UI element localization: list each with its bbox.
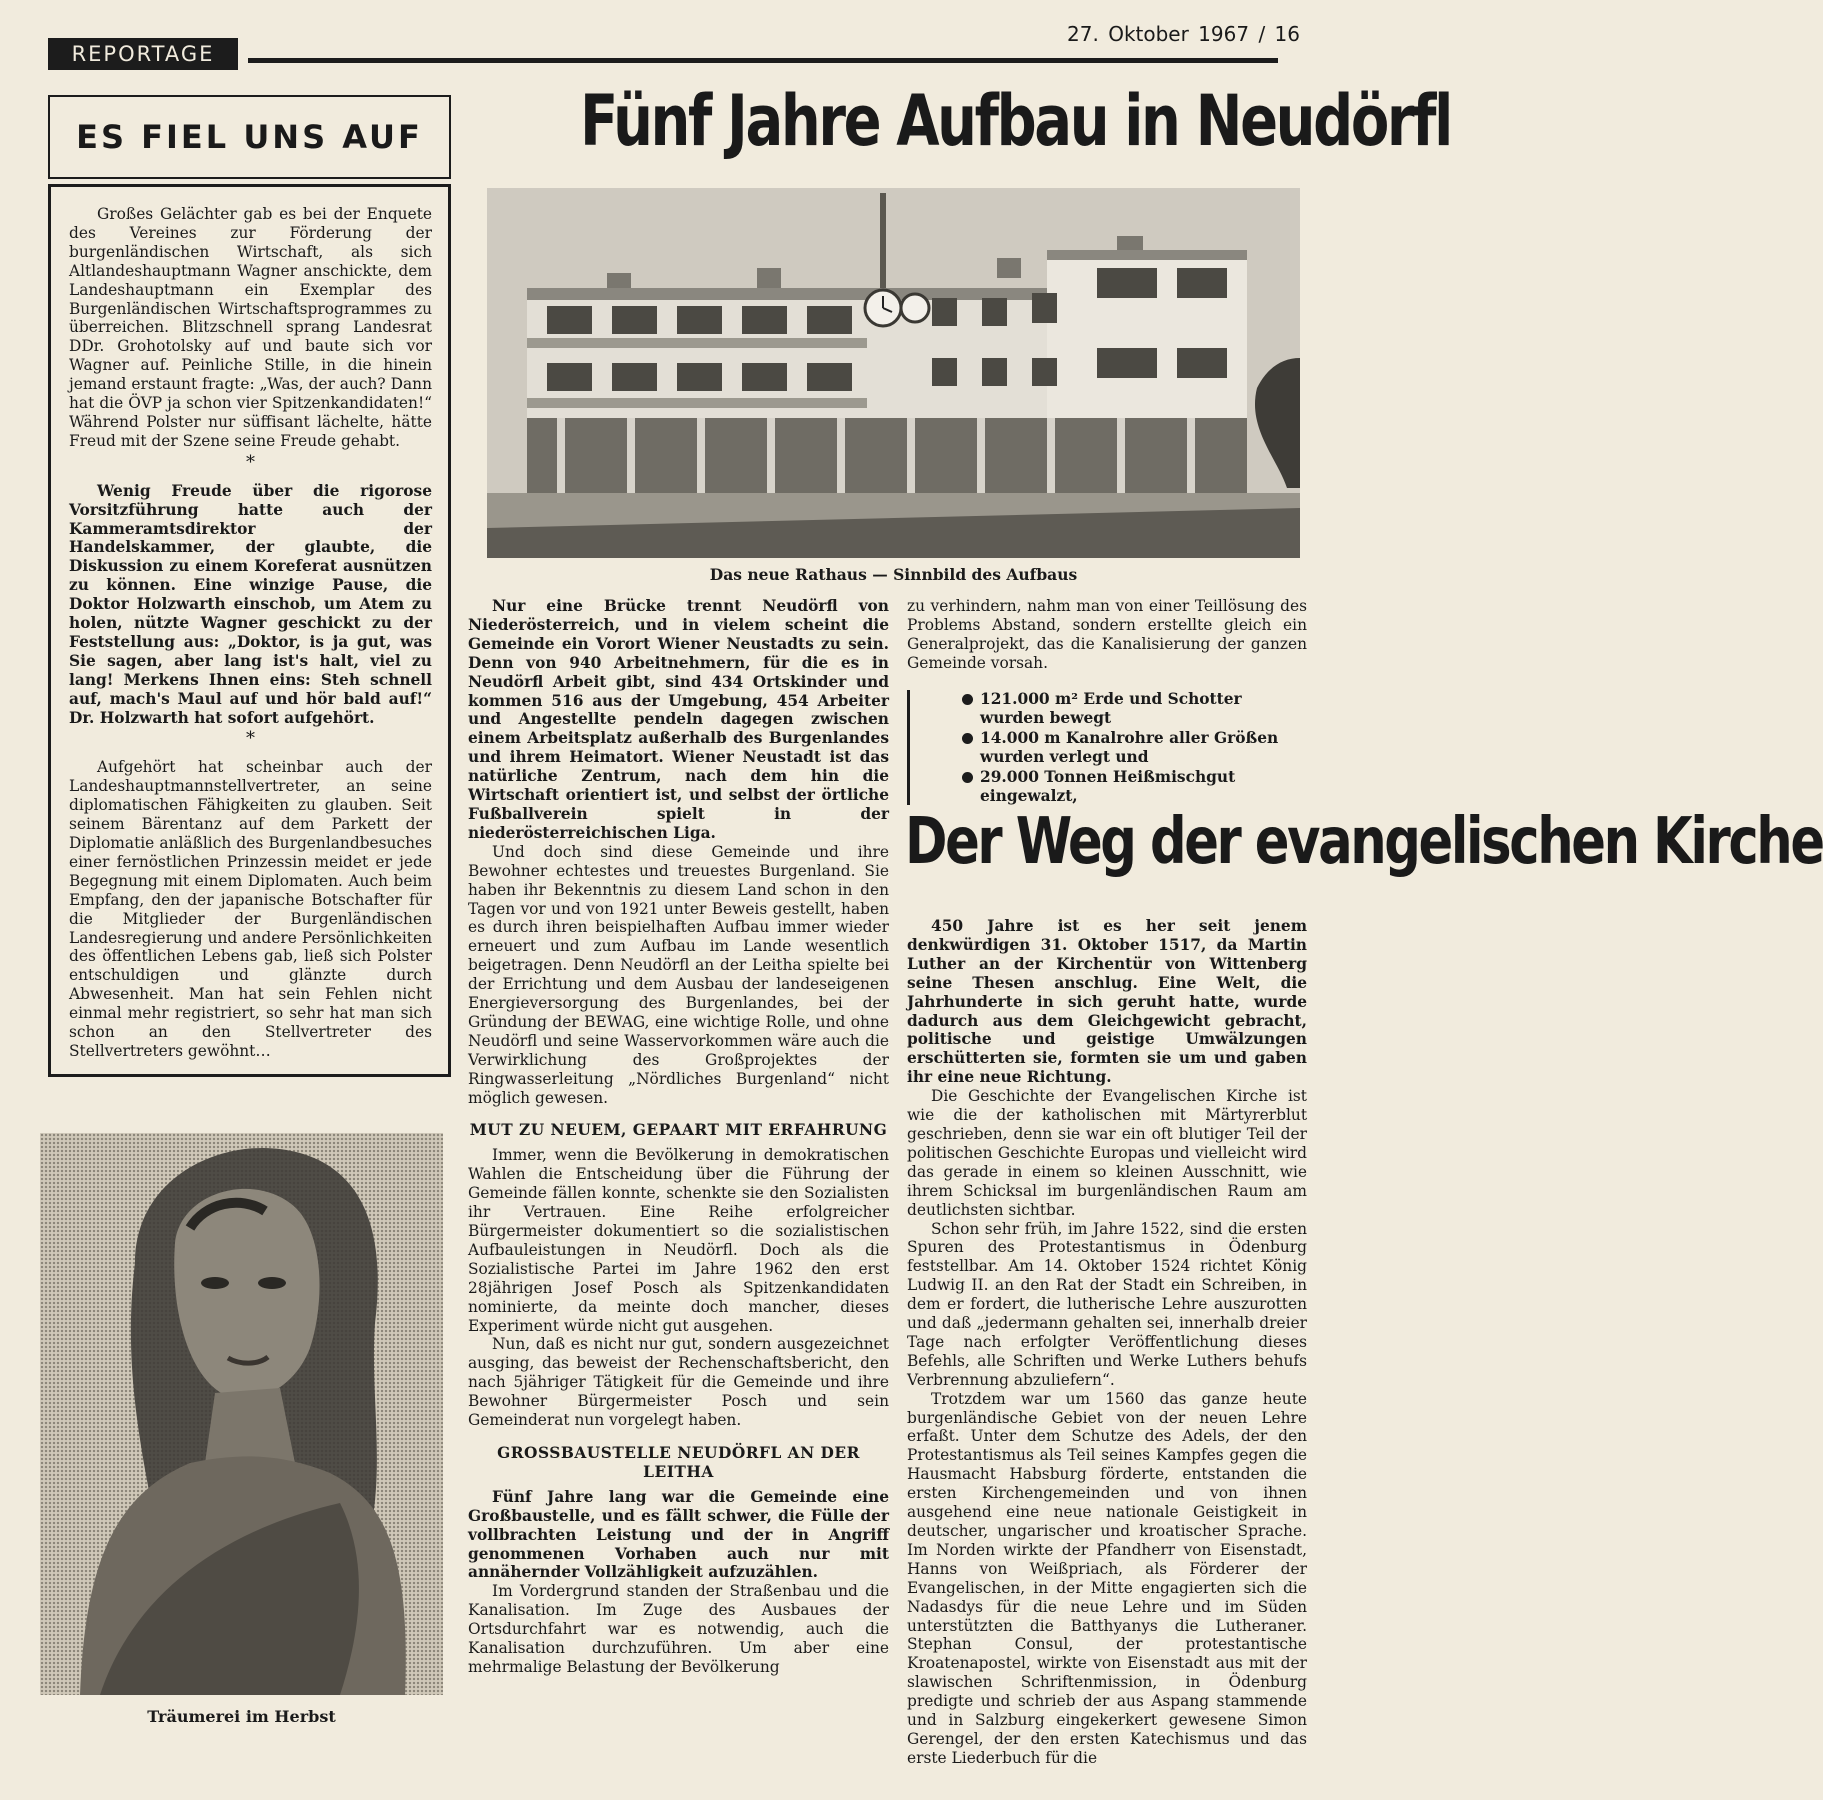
article-1-paragraph: Nun, daß es nicht nur gut, sondern ausgezeichnet ausging, das beweist der Rechenschaftsbericht, den nach 5jähriger Tätigkeit für die Gemeinde und ihre Bewohner Bürgermeister Posch und sein Gemeinderat nun vorgelegt haben. bbox=[468, 1335, 889, 1430]
dateline bbox=[1020, 22, 1300, 46]
bullet-icon bbox=[962, 694, 973, 705]
list-item bbox=[962, 690, 1307, 728]
statistics-list bbox=[907, 690, 1307, 805]
article-1-paragraph: Immer, wenn die Bevölkerung in demokratischen Wahlen die Entscheidung über die Führung der Gemeinde fällen konnte, schenkte sie den Sozialisten ihr Vertrauen. Eine Reihe erfolgreicher Bürgermeister dokumentiert so die sozialistischen Aufbauleistungen in Neudörfl. Doch als die Sozialistische Partei im Jahre 1962 den erst 28jährigen Josef Posch als Spitzenkandidaten nominierte, da meinte doch mancher, dieses Experiment würde nicht gut ausgehen. bbox=[468, 1146, 889, 1335]
page-number: 16 bbox=[1274, 22, 1300, 46]
article-2-paragraph: Die Geschichte der Evangelischen Kirche ist wie die der katholischen mit Märtyrerblut geschrieben, denn sie war ein oft blutiger Teil der politischen Geschichte Europas und vielleicht wird das gerade in einem so kleinen Ausschnitt, wie ihrem Schicksal im burgenländischen Raum am deutlichsten sichtbar. bbox=[907, 1087, 1307, 1219]
woman-photo bbox=[40, 1133, 443, 1695]
bullet-icon bbox=[962, 733, 973, 744]
woman-photo-caption: Träumerei im Herbst bbox=[147, 1707, 336, 1726]
woman-photo-illustration bbox=[40, 1133, 443, 1695]
list-item bbox=[962, 768, 1307, 806]
article-1-paragraph: Im Vordergrund standen der Straßenbau und die Kanalisation. Im Zuge des Ausbaues der Ortsdurchfahrt war es notwendig, auch die Kanalisation durchzuführen. Um aber eine mehrmalige Belastung der Bevölkerung bbox=[468, 1582, 889, 1676]
article-1-column-middle bbox=[468, 597, 889, 1797]
sidebar-paragraph: Aufgehört hat scheinbar auch der Landeshauptmannstellvertreter, an seine diplomatischen Fähigkeiten zu glauben. Seit seinem Bärentanz auf dem Parkett der Diplomatie anläßlich des Burgenlandbesuches einer fernöstlichen Prinzessin meidet er jede Begegnung mit einem Diplomaten. Auch beim Empfang, den der japanische Botschafter für die Mitglieder der Burgenländischen Landesregierung und andere Persönlichkeiten des öffentlichen Lebens gab, ließ sich Polster entschuldigen und glänzte durch Abwesenheit. Man hat sein Fehlen nicht einmal mehr registriert, so sehr hat man sich schon an den Stellvertreter des Stellvertreters gewöhnt… bbox=[69, 758, 432, 1060]
issue-date: 27. Oktober 1967 bbox=[1067, 22, 1250, 46]
separator-star: * bbox=[246, 451, 255, 473]
headline-article-2: Der Weg der evangelischen Kirche bbox=[905, 805, 1823, 879]
date-separator: / bbox=[1258, 22, 1266, 46]
list-item-text: 29.000 Tonnen Heißmischgut eingewalzt, bbox=[980, 767, 1236, 805]
town-hall-photo bbox=[487, 188, 1300, 558]
article-1-column-right bbox=[907, 597, 1307, 677]
headline-article-1: Fünf Jahre Aufbau in Neudörfl bbox=[580, 80, 1451, 162]
town-hall-illustration bbox=[487, 188, 1300, 558]
sidebar-title: ES FIEL UNS AUF bbox=[48, 95, 451, 179]
article-1-subheading: GROSSBAUSTELLE NEUDÖRFL AN DER LEITHA bbox=[497, 1443, 860, 1481]
article-2-column bbox=[907, 917, 1307, 1797]
separator-star: * bbox=[246, 728, 255, 750]
section-tag: REPORTAGE bbox=[48, 38, 238, 70]
header-rule bbox=[248, 58, 1278, 63]
article-2-paragraph: Schon sehr früh, im Jahre 1522, sind die ersten Spuren des Protestantismus in Ödenburg feststellbar. Am 14. Oktober 1524 richtet König Ludwig II. an den Rat der Stadt ein Schreiben, in dem er fordert, die lutherische Lehre auszurotten und daß „jedermann gehalten sei, innerhalb dreier Tage nach erfolgter Veröffentlichung dieses Befehls, alle Schriften und Werke Luthers behufs Verbrennung abzuliefern“. bbox=[907, 1219, 1307, 1389]
article-1-paragraph: Fünf Jahre lang war die Gemeinde eine Großbaustelle, und es fällt schwer, die Fülle der vollbrachten Leistung und der in Angriff genommenen Vorhaben auch nur mit annähernder Vollzähligkeit aufzuzählen. bbox=[468, 1487, 889, 1582]
sidebar-box bbox=[48, 184, 451, 1077]
town-hall-caption: Das neue Rathaus — Sinnbild des Aufbaus bbox=[709, 565, 1078, 584]
list-item bbox=[962, 729, 1307, 767]
list-item-text: 121.000 m² Erde und Schotter wurden bewegt bbox=[980, 690, 1242, 727]
article-1-subheading: MUT ZU NEUEM, GEPAART MIT ERFAHRUNG bbox=[469, 1121, 888, 1140]
sidebar-paragraph: Großes Gelächter gab es bei der Enquete des Vereines zur Förderung der burgenländischen Wirtschaft, als sich Altlandeshauptmann Wagner anschickte, dem Landeshauptmann ein Exemplar des Burgenländischen Wirtschaftsprogrammes zu überreichen. Blitzschnell sprang Landesrat DDr. Grohotolsky auf und baute sich vor Wagner auf. Peinliche Stille, in die hinein jemand erstaunt fragte: „Was, der auch? Dann hat die ÖVP ja schon vier Spitzenkandidaten!“ Während Polster nur süffisant lächelte, hätte Freud mit der Szene seine Freude gehabt. bbox=[69, 205, 432, 450]
sidebar-paragraph: Wenig Freude über die rigorose Vorsitzführung hatte auch der Kammeramtsdirektor der Handelskammer, der glaubte, die Diskussion zu einem Koreferat ausnützen zu können. Eine winzige Pause, die Doktor Holzwarth einschob, um Atem zu holen, nützte Wagner geschickt zu der Feststellung aus: „Doktor, is ja gut, was Sie sagen, aber lang ist's halt, viel zu lang! Merkens Ihnen eins: Steh schnell auf, mach's Maul auf und hör bald auf!“ Dr. Holzwarth hat sofort aufgehört. bbox=[69, 481, 432, 727]
article-2-lead: 450 Jahre ist es her seit jenem denkwürdigen 31. Oktober 1517, da Martin Luther an der Kirchentür von Wittenberg seine Thesen anschlug. Eine Welt, die Jahrhunderte in sich geruht hatte, wurde dadurch aus dem Gleichgewicht gebracht, politische und geistige Umwälzungen erschütterten sie, formten sie um und gaben ihr eine neue Richtung. bbox=[907, 917, 1307, 1087]
list-item-text: 14.000 m Kanalrohre aller Größen wurden verlegt und bbox=[980, 728, 1279, 766]
bullet-icon bbox=[962, 772, 973, 783]
article-1-paragraph: Und doch sind diese Gemeinde und ihre Bewohner echtestes und treuestes Burgenland. Sie haben ihr Bekenntnis zu diesem Land schon in den Tagen vor und von 1921 unter Beweis gestellt, haben es durch ihren beispielhaften Aufbau immer wieder erneuert und zum Aufbau im Lande wesentlich beigetragen. Denn Neudörfl an der Leitha spielte bei der Errichtung und dem Ausbau der landeseigenen Energieversorgung des Burgenlandes, bei der Gründung der BEWAG, eine wichtige Rolle, und ohne Neudörfl und seine Wasservorkommen wäre auch die Verwirklichung des Großprojektes der Ringwasserleitung „Nördliches Burgenland“ nicht möglich gewesen. bbox=[468, 842, 889, 1107]
article-2-paragraph: Trotzdem war um 1560 das ganze heute burgenländische Gebiet von der neuen Lehre erfaßt. Unter dem Schutze des Adels, der den Protestantismus als Teil seines Kampfes gegen die Hausmacht Habsburg förderte, entstanden die ersten Kirchengemeinden und von ihnen ausgehend eine neue nationale Geistigkeit in deutscher, ungarischer und kroatischer Sprache. Im Norden wirkte der Pfandherr von Eisenstadt, Hanns von Weißpriach, als Förderer der Evangelischen, in der Mitte engagierten sich die Nadasdys für die neue Lehre und im Süden unterstützten die Batthyanys die Lutheraner. Stephan Consul, der protestantische Kroatenapostel, wirkte von Eisenstadt aus mit der slawischen Schriftenmission, in Ödenburg predigte und schrieb der aus Aspang stammende und in Salzburg eingekerkert gewesene Simon Gerengel, der den ersten Katechismus und das erste Liederbuch für die bbox=[907, 1389, 1307, 1767]
article-1-paragraph: zu verhindern, nahm man von einer Teillösung des Problems Abstand, sondern erstellte gleich ein Generalprojekt, das die Kanalisierung der ganzen Gemeinde vorsah. bbox=[907, 597, 1307, 672]
article-1-lead: Nur eine Brücke trennt Neudörfl von Niederösterreich, und in vielem scheint die Gemeinde ein Vorort Wiener Neustadts zu sein. Denn von 940 Arbeitnehmern, für die es in Neudörfl Arbeit gibt, sind 434 Ortskinder und kommen 516 aus der Umgebung, 454 Arbeiter und Angestellte pendeln dagegen zwischen einem Arbeitsplatz außerhalb des Burgenlandes und ihrem Heimatort. Wiener Neustadt ist das natürliche Zentrum, nach dem hin die Wirtschaft orientiert ist, und selbst der örtliche Fußballverein spielt in der niederösterreichischen Liga. bbox=[468, 597, 889, 842]
